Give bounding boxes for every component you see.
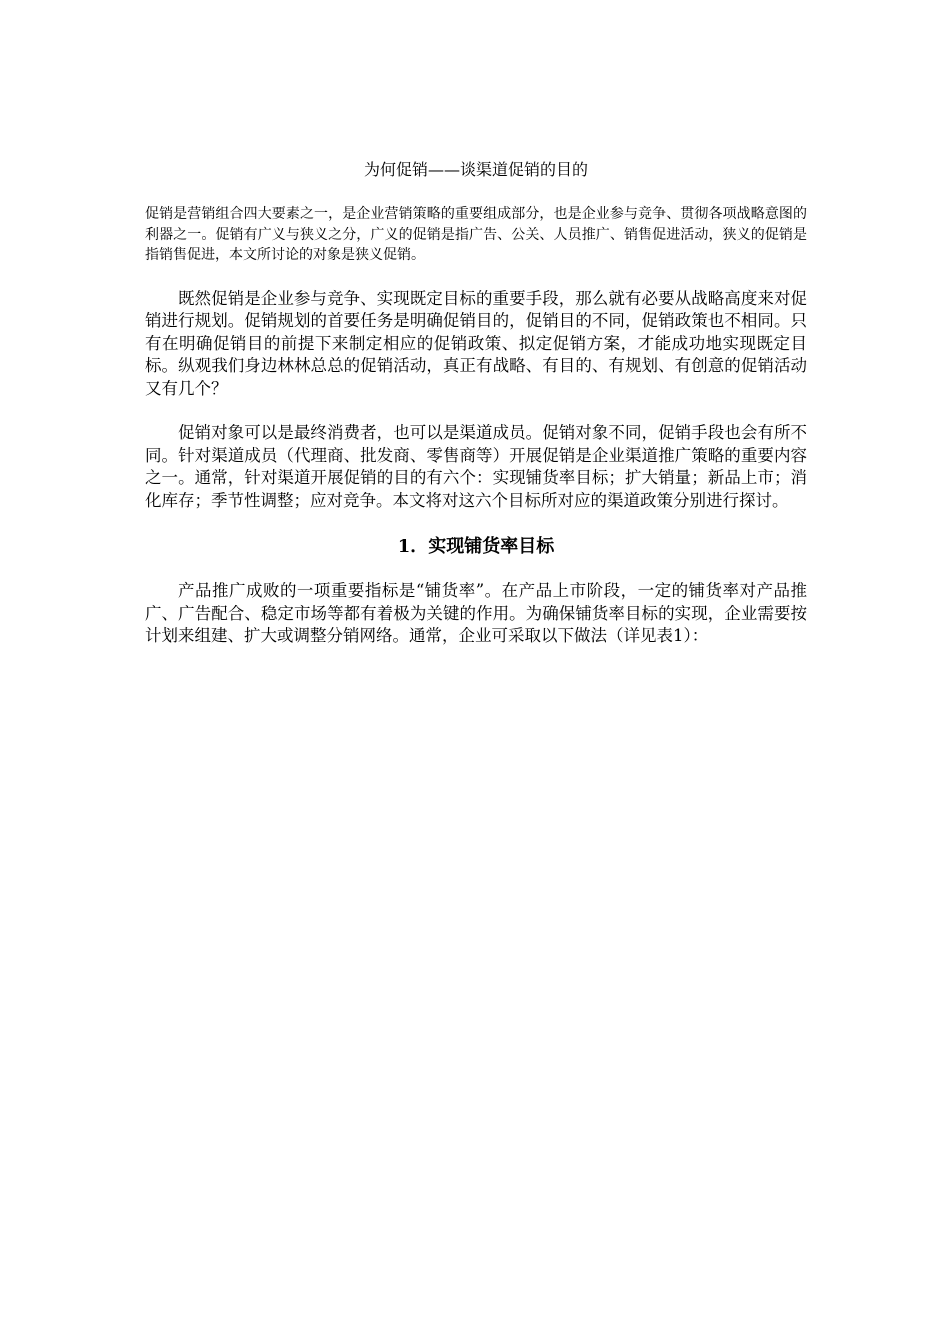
body-paragraph-2: 促销对象可以是最终消费者，也可以是渠道成员。促销对象不同，促销手段也会有所不同。针对渠道成员（代理商、批发商、零售商等）开展促销是企业渠道推广策略的重要内容之一。通常，针对渠道开展促销的目的有六个：实现铺货率目标；扩大销量；新品上市；消化库存；季节性调整；应对竞争。本文将对这六个目标所对应的渠道政策分别进行探讨。 [145, 423, 807, 510]
section-1-paragraph: 产品推广成败的一项重要指标是“铺货率”。在产品上市阶段，一定的铺货率对产品推广、广告配合、稳定市场等都有着极为关键的作用。为确保铺货率目标的实现，企业需要按计划来组建、扩大或调整分销网络。通常，企业可采取以下做法（详见表1）： [145, 581, 807, 645]
document-body [145, 158, 807, 670]
section-heading-1: 1．实现铺货率目标 [397, 536, 555, 557]
abstract-paragraph: 促销是营销组合四大要素之一，是企业营销策略的重要组成部分，也是企业参与竞争、贯彻各项战略意图的利器之一。促销有广义与狭义之分，广义的促销是指广告、公关、人员推广、销售促进活动，狭义的促销是指销售促进，本文所讨论的对象是狭义促销。 [145, 206, 807, 263]
document-title: 为何促销——谈渠道促销的目的 [363, 160, 588, 179]
body-paragraph-1: 既然促销是企业参与竞争、实现既定目标的重要手段，那么就有必要从战略高度来对促销进行规划。促销规划的首要任务是明确促销目的，促销目的不同，促销政策也不相同。只有在明确促销目的前提下来制定相应的促销政策、拟定促销方案，才能成功地实现既定目标。纵观我们身边林林总总的促销活动，真正有战略、有目的、有规划、有创意的促销活动又有几个？ [145, 288, 807, 398]
